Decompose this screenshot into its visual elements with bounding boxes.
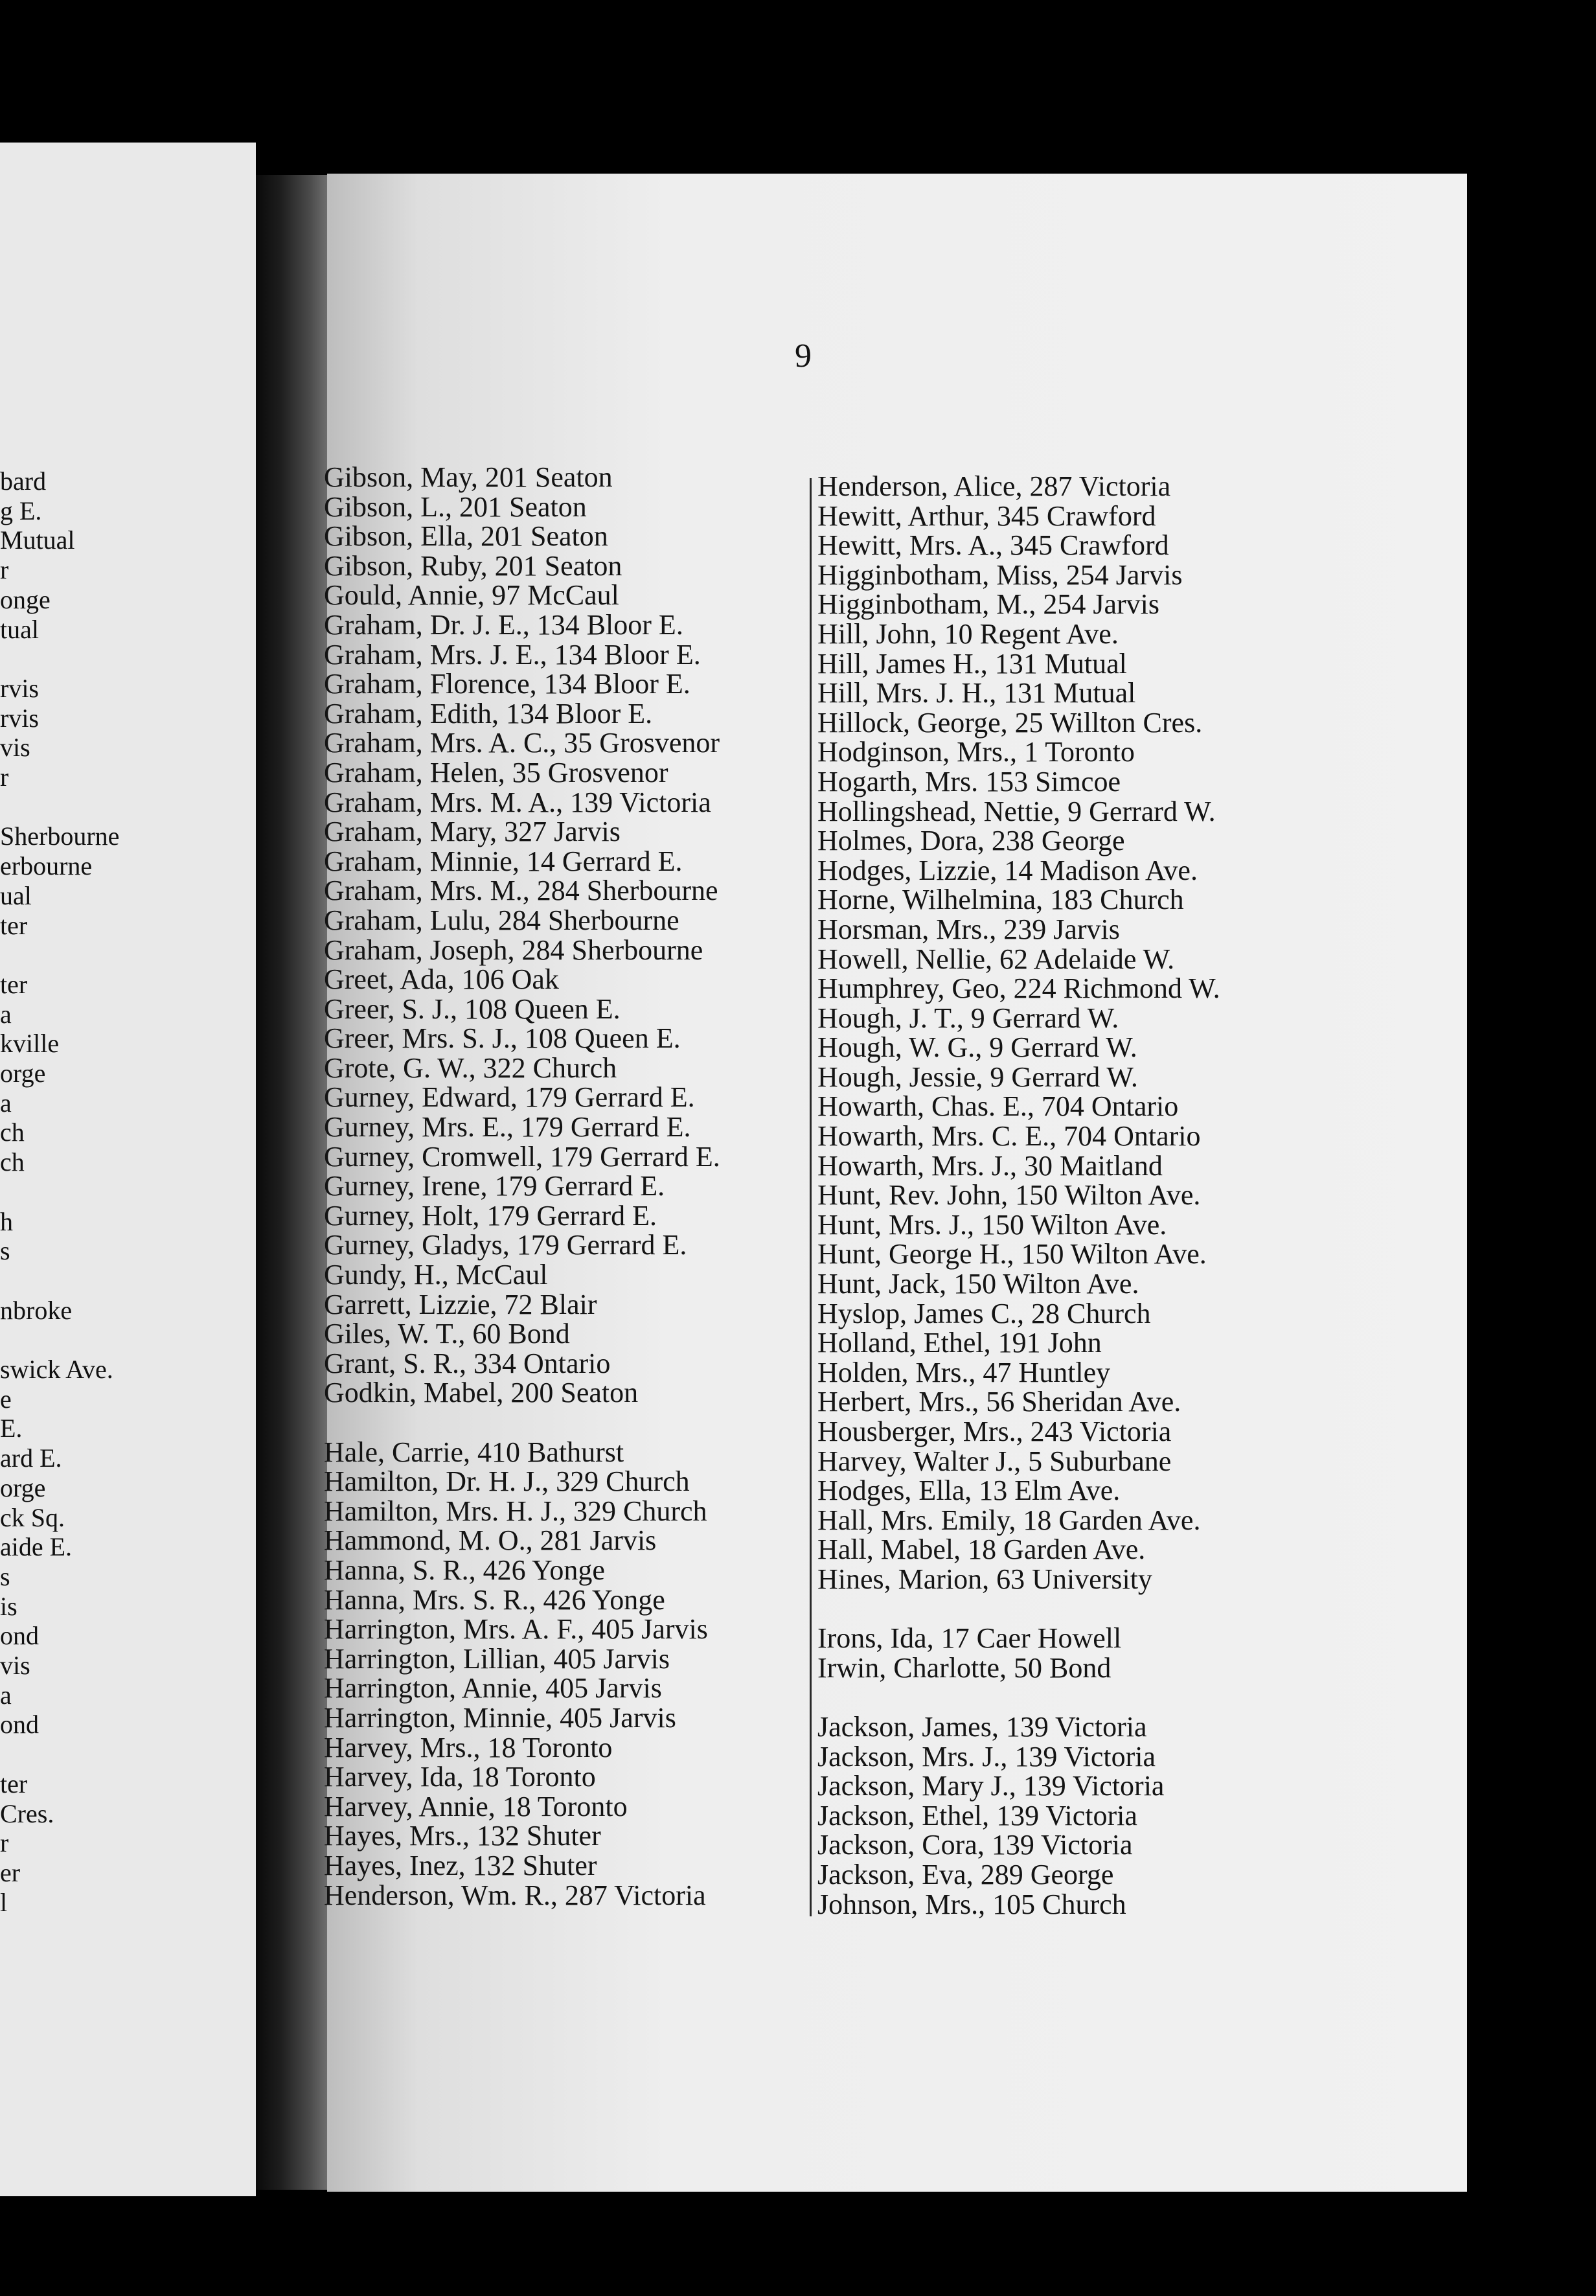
left-page-fragment: ter <box>0 1769 28 1798</box>
left-page-fragment: r <box>0 763 9 792</box>
left-page-fragment: s <box>0 1561 10 1591</box>
directory-entry: Housberger, Mrs., 243 Victoria <box>817 1416 1172 1447</box>
directory-entry: Graham, Helen, 35 Grosvenor <box>324 756 668 788</box>
directory-entry: Hayes, Inez, 132 Shuter <box>324 1849 597 1881</box>
directory-entry: Hammond, M. O., 281 Jarvis <box>324 1524 657 1557</box>
directory-entry: Garrett, Lizzie, 72 Blair <box>324 1288 597 1320</box>
directory-entry: Gurney, Edward, 179 Gerrard E. <box>324 1081 695 1114</box>
directory-entry: Harrington, Annie, 405 Jarvis <box>324 1672 662 1705</box>
left-page <box>0 143 256 2196</box>
directory-column-left <box>324 463 803 1910</box>
left-page-fragment: tual <box>0 614 39 644</box>
left-page-fragment: E. <box>0 1414 23 1443</box>
directory-entry: Gurney, Holt, 179 Gerrard E. <box>324 1199 657 1232</box>
directory-entry: Graham, Mrs. A. C., 35 Grosvenor <box>324 727 720 759</box>
directory-entry: Graham, Joseph, 284 Sherbourne <box>324 934 703 966</box>
directory-entry: Holland, Ethel, 191 John <box>817 1327 1102 1359</box>
left-page-fragment: ter <box>0 969 28 999</box>
directory-entry: Jackson, Mary J., 139 Victoria <box>817 1770 1165 1802</box>
directory-entry: Jackson, James, 139 Victoria <box>817 1710 1147 1743</box>
directory-entry: Hamilton, Dr. H. J., 329 Church <box>324 1465 690 1498</box>
directory-entry: Holmes, Dora, 238 George <box>817 825 1125 857</box>
directory-entry: Hunt, George H., 150 Wilton Ave. <box>817 1238 1207 1270</box>
directory-entry: Harrington, Minnie, 405 Jarvis <box>324 1701 676 1734</box>
directory-entry: Hamilton, Mrs. H. J., 329 Church <box>324 1495 707 1527</box>
left-page-fragment: ard E. <box>0 1443 62 1473</box>
directory-entry: Graham, Florence, 134 Bloor E. <box>324 668 690 700</box>
left-page-fragment: a <box>0 1680 12 1710</box>
directory-entry: Gibson, Ella, 201 Seaton <box>324 520 608 553</box>
left-page-fragment: ond <box>0 1710 39 1739</box>
left-page-fragment: s <box>0 1236 10 1266</box>
directory-entry: Harvey, Ida, 18 Toronto <box>324 1761 596 1793</box>
left-page-fragment: l <box>0 1887 8 1917</box>
directory-entry: Hillock, George, 25 Willton Cres. <box>817 706 1203 739</box>
directory-entry: Herbert, Mrs., 56 Sheridan Ave. <box>817 1386 1181 1418</box>
left-page-fragment: kville <box>0 1029 60 1059</box>
directory-entry: Graham, Mary, 327 Jarvis <box>324 816 621 848</box>
directory-entry: Jackson, Mrs. J., 139 Victoria <box>817 1740 1156 1773</box>
directory-entry: Harrington, Mrs. A. F., 405 Jarvis <box>324 1613 708 1646</box>
section-gap <box>324 1408 803 1438</box>
directory-entry: Graham, Edith, 134 Bloor E. <box>324 697 653 729</box>
directory-entry: Horne, Wilhelmina, 183 Church <box>817 884 1184 916</box>
directory-entry: Hodges, Lizzie, 14 Madison Ave. <box>817 854 1198 886</box>
left-page-fragment: e <box>0 1384 12 1414</box>
left-page-fragment: ter <box>0 910 28 940</box>
directory-entry: Hanna, Mrs. S. R., 426 Yonge <box>324 1583 665 1616</box>
left-page-fragment: aide E. <box>0 1532 73 1562</box>
directory-entry: Jackson, Ethel, 139 Victoria <box>817 1799 1137 1831</box>
directory-entry: Godkin, Mabel, 200 Seaton <box>324 1377 639 1409</box>
left-page-fragment: a <box>0 999 12 1029</box>
directory-entry: Hunt, Mrs. J., 150 Wilton Ave. <box>817 1208 1167 1241</box>
directory-entry: Howell, Nellie, 62 Adelaide W. <box>817 943 1175 975</box>
left-page-fragment: vis <box>0 733 30 763</box>
directory-entry: Johnson, Mrs., 105 Church <box>817 1888 1126 1920</box>
directory-entry: Gibson, Ruby, 201 Seaton <box>324 549 622 582</box>
directory-entry: Higginbotham, Miss, 254 Jarvis <box>817 558 1183 591</box>
left-page-fragment: g E. <box>0 496 42 525</box>
left-page-fragment: Cres. <box>0 1798 54 1828</box>
directory-entry: Holden, Mrs., 47 Huntley <box>817 1356 1111 1388</box>
left-page-fragment: onge <box>0 584 51 614</box>
directory-entry: Humphrey, Geo, 224 Richmond W. <box>817 972 1220 1005</box>
directory-entry: Hill, James H., 131 Mutual <box>817 647 1127 680</box>
left-page-fragment: ual <box>0 880 32 910</box>
directory-entry: Hill, John, 10 Regent Ave. <box>817 617 1119 650</box>
directory-entry: Harvey, Annie, 18 Toronto <box>324 1790 628 1822</box>
directory-entry: Jackson, Cora, 139 Victoria <box>817 1829 1133 1861</box>
directory-entry: Henderson, Alice, 287 Victoria <box>817 470 1171 502</box>
directory-entry: Graham, Minnie, 14 Gerrard E. <box>324 845 683 877</box>
directory-entry: Hewitt, Arthur, 345 Crawford <box>817 499 1156 532</box>
directory-entry: Hayes, Mrs., 132 Shuter <box>324 1820 601 1852</box>
directory-entry: Graham, Mrs. J. E., 134 Bloor E. <box>324 638 701 671</box>
directory-entry: Graham, Lulu, 284 Sherbourne <box>324 904 679 936</box>
left-page-fragment: ond <box>0 1621 39 1651</box>
directory-entry: Howarth, Mrs. J., 30 Maitland <box>817 1149 1163 1182</box>
directory-entry: Hewitt, Mrs. A., 345 Crawford <box>817 529 1169 562</box>
left-page-fragment: rvis <box>0 703 39 733</box>
left-page-fragment: ch <box>0 1118 25 1147</box>
directory-entry: Grote, G. W., 322 Church <box>324 1051 617 1084</box>
directory-entry: Gibson, May, 201 Seaton <box>324 461 613 493</box>
directory-entry: Hough, J. T., 9 Gerrard W. <box>817 1002 1119 1034</box>
directory-entry: Grant, S. R., 334 Ontario <box>324 1347 611 1379</box>
directory-entry: Gurney, Gladys, 179 Gerrard E. <box>324 1229 687 1261</box>
left-page-fragment: swick Ave. <box>0 1355 113 1384</box>
directory-entry: Henderson, Wm. R., 287 Victoria <box>324 1879 706 1911</box>
directory-entry: Irons, Ida, 17 Caer Howell <box>817 1622 1122 1655</box>
left-page-fragment: ch <box>0 1147 25 1177</box>
directory-entry: Hodginson, Mrs., 1 Toronto <box>817 736 1135 768</box>
directory-entry: Harrington, Lillian, 405 Jarvis <box>324 1642 670 1675</box>
directory-entry: Hough, W. G., 9 Gerrard W. <box>817 1031 1137 1064</box>
directory-entry: Greet, Ada, 106 Oak <box>324 963 559 996</box>
left-page-fragment: r <box>0 555 9 585</box>
directory-entry: Greer, S. J., 108 Queen E. <box>324 993 621 1025</box>
directory-entry: Greer, Mrs. S. J., 108 Queen E. <box>324 1022 681 1055</box>
left-page-fragment: h <box>0 1206 13 1236</box>
left-page-fragment: ck Sq. <box>0 1502 65 1532</box>
directory-entry: Howarth, Mrs. C. E., 704 Ontario <box>817 1120 1201 1153</box>
left-page-fragment: rvis <box>0 673 39 703</box>
directory-entry: Harvey, Walter J., 5 Suburbane <box>817 1445 1172 1477</box>
directory-entry: Hyslop, James C., 28 Church <box>817 1297 1151 1329</box>
directory-column-right <box>817 472 1310 1919</box>
book-gutter <box>256 175 327 2190</box>
directory-entry: Graham, Mrs. M., 284 Sherbourne <box>324 875 718 907</box>
left-page-fragment: nbroke <box>0 1295 73 1325</box>
directory-entry: Hough, Jessie, 9 Gerrard W. <box>817 1061 1138 1093</box>
section-gap <box>817 1594 1310 1624</box>
directory-entry: Gurney, Irene, 179 Gerrard E. <box>324 1170 665 1202</box>
directory-entry: Hale, Carrie, 410 Bathurst <box>324 1436 624 1468</box>
left-page-fragment: orge <box>0 1473 46 1502</box>
left-page-fragment: vis <box>0 1651 30 1680</box>
directory-entry: Gurney, Cromwell, 179 Gerrard E. <box>324 1140 720 1173</box>
directory-entry: Graham, Mrs. M. A., 139 Victoria <box>324 786 711 818</box>
directory-entry: Hall, Mrs. Emily, 18 Garden Ave. <box>817 1504 1201 1536</box>
directory-entry: Hogarth, Mrs. 153 Simcoe <box>817 765 1121 798</box>
left-page-fragment: r <box>0 1828 9 1858</box>
left-page-fragment: bard <box>0 466 47 496</box>
directory-entry: Graham, Dr. J. E., 134 Bloor E. <box>324 608 683 641</box>
left-page-fragment: Sherbourne <box>0 821 120 851</box>
directory-entry: Irwin, Charlotte, 50 Bond <box>817 1651 1112 1684</box>
directory-entry: Hall, Mabel, 18 Garden Ave. <box>817 1533 1146 1566</box>
page-number: 9 <box>795 338 812 374</box>
directory-entry: Gould, Annie, 97 McCaul <box>324 579 619 612</box>
directory-entry: Jackson, Eva, 289 George <box>817 1858 1114 1890</box>
directory-entry: Harvey, Mrs., 18 Toronto <box>324 1731 613 1763</box>
directory-entry: Hunt, Jack, 150 Wilton Ave. <box>817 1268 1139 1300</box>
section-gap <box>817 1682 1310 1712</box>
column-divider <box>810 478 812 1916</box>
left-page-fragment: erbourne <box>0 851 93 881</box>
directory-entry: Hanna, S. R., 426 Yonge <box>324 1554 605 1586</box>
left-page-fragment: er <box>0 1857 21 1887</box>
directory-entry: Hollingshead, Nettie, 9 Gerrard W. <box>817 795 1216 827</box>
left-page-fragment: a <box>0 1088 12 1118</box>
directory-entry: Horsman, Mrs., 239 Jarvis <box>817 913 1120 945</box>
directory-entry: Howarth, Chas. E., 704 Ontario <box>817 1090 1179 1123</box>
directory-entry: Hill, Mrs. J. H., 131 Mutual <box>817 677 1136 709</box>
directory-entry: Hines, Marion, 63 University <box>817 1563 1152 1595</box>
directory-entry: Gurney, Mrs. E., 179 Gerrard E. <box>324 1111 691 1143</box>
directory-entry: Higginbotham, M., 254 Jarvis <box>817 588 1159 621</box>
directory-entry: Hunt, Rev. John, 150 Wilton Ave. <box>817 1179 1201 1211</box>
directory-entry: Hodges, Ella, 13 Elm Ave. <box>817 1475 1121 1507</box>
left-page-fragment: is <box>0 1591 17 1621</box>
directory-entry: Gibson, L., 201 Seaton <box>324 490 587 523</box>
left-page-fragment: Mutual <box>0 525 75 555</box>
directory-entry: Gundy, H., McCaul <box>324 1259 548 1291</box>
directory-entry: Giles, W. T., 60 Bond <box>324 1318 570 1350</box>
left-page-fragment: orge <box>0 1059 46 1088</box>
